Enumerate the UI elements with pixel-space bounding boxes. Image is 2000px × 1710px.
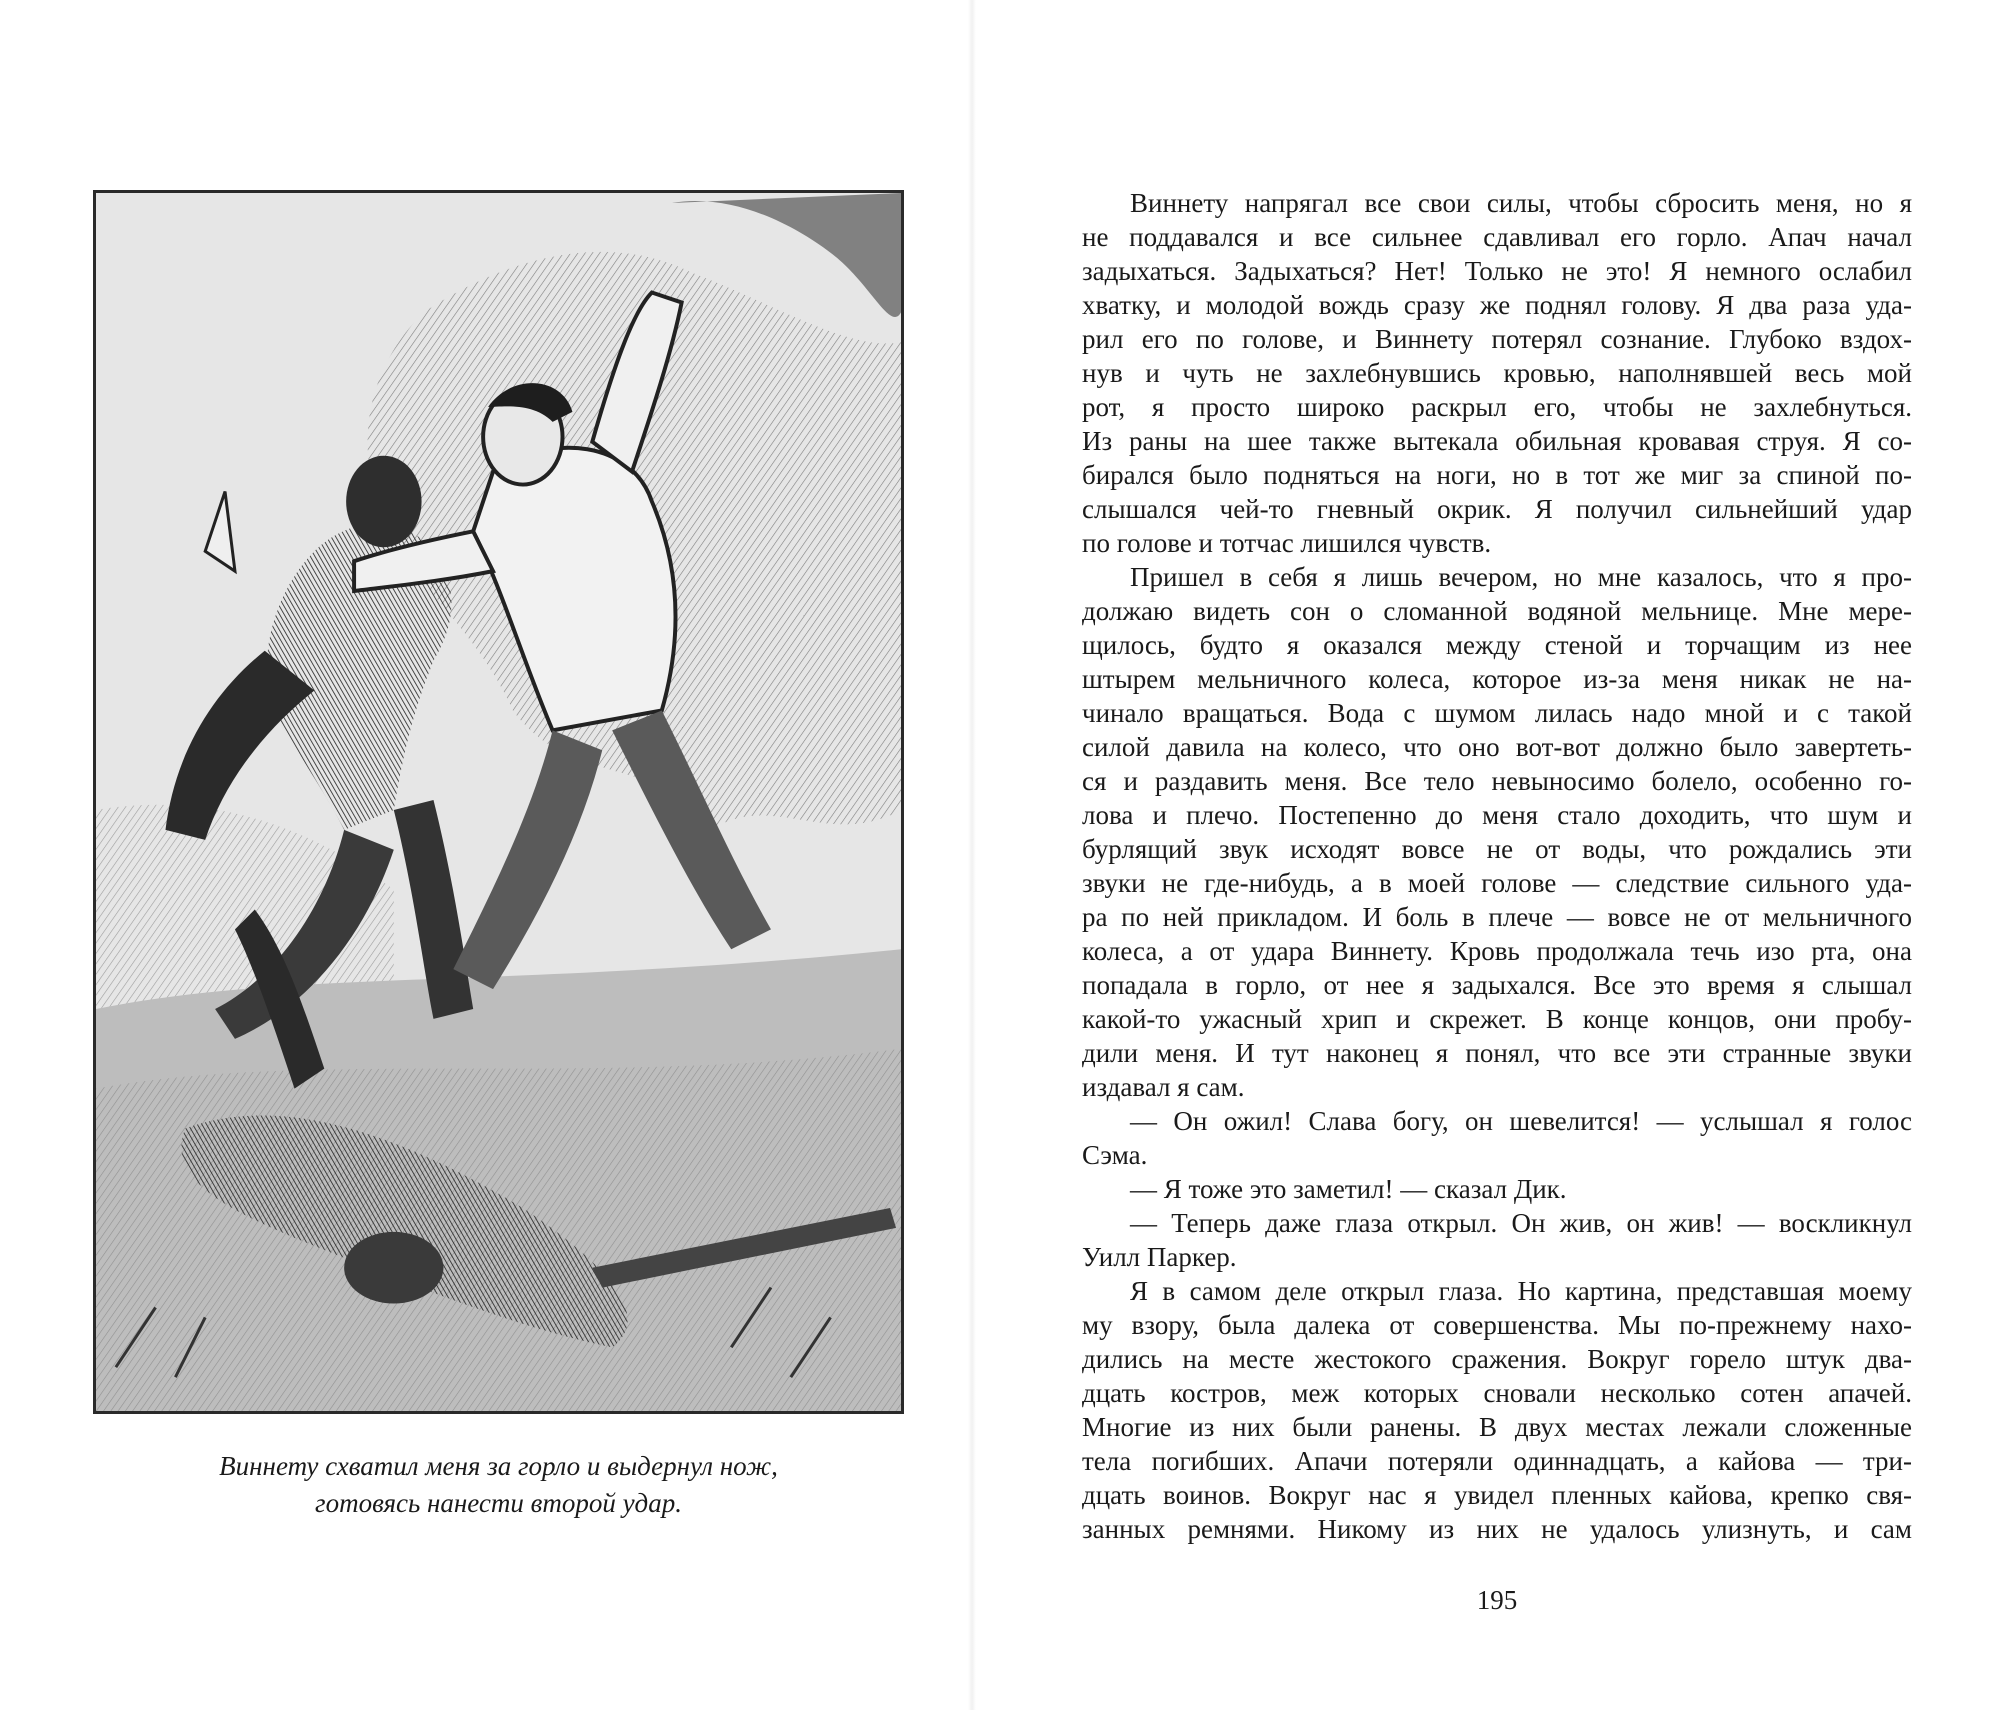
text-line: — Он ожил! Слава богу, он шевелится! — услышал я голос — [1130, 1106, 1912, 1136]
text-line: рот, я просто широко раскрыл его, чтобы не захлебнуться. — [1082, 392, 1912, 422]
text-line: задыхаться. Задыхаться? Нет! Только не это! Я немного ослабил — [1082, 256, 1912, 286]
text-line: не поддавался и все сильнее сдавливал его горло. Апач начал — [1082, 222, 1912, 252]
text-line: щилось, будто я оказался между стеной и торчащим из нее — [1082, 630, 1912, 660]
text-line: лова и плечо. Постепенно до меня стало доходить, что шум и — [1082, 800, 1912, 830]
text-line: звуки не где-нибудь, а в моей голове — следствие сильного уда- — [1082, 868, 1912, 898]
text-line: Виннету напрягал все свои силы, чтобы сбросить меня, но я — [1130, 188, 1912, 218]
text-line: — Я тоже это заметил! — сказал Дик. — [1130, 1174, 1567, 1204]
text-line: Уилл Паркер. — [1082, 1242, 1237, 1272]
text-line: дили меня. И тут наконец я понял, что все эти странные звуки — [1082, 1038, 1912, 1068]
text-line: му взору, была далека от совершенства. Мы по-прежнему нахо- — [1082, 1310, 1912, 1340]
text-line: бурлящий звук исходят вовсе не от воды, что рождались эти — [1082, 834, 1912, 864]
text-line: по голове и тотчас лишился чувств. — [1082, 528, 1492, 558]
text-line: Сэма. — [1082, 1140, 1148, 1170]
text-line: силой давила на колесо, что оно вот-вот должно было завертеть- — [1082, 732, 1912, 762]
text-line: нув и чуть не захлебнувшись кровью, наполнявшей весь мой — [1082, 358, 1912, 388]
text-line: дились на месте жестокого сражения. Вокруг горело штук два- — [1082, 1344, 1912, 1374]
text-line: дцать костров, меж которых сновали несколько сотен апачей. — [1082, 1378, 1912, 1408]
text-line: ра по ней прикладом. И боль в плече — вовсе не от мельничного — [1082, 902, 1912, 932]
text-line: дцать воинов. Вокруг нас я увидел пленных кайова, крепко свя- — [1082, 1480, 1912, 1510]
text-line: рил его по голове, и Виннету потерял сознание. Глубоко вздох- — [1082, 324, 1912, 354]
book-gutter — [968, 0, 976, 1710]
text-line: чинало вращаться. Вода с шумом лилась надо мной и с такой — [1082, 698, 1912, 728]
text-line: попадала в горло, от нее я задыхался. Все это время я слышал — [1082, 970, 1912, 1000]
illustration-plate — [93, 190, 904, 1414]
text-line: штырем мельничного колеса, которое из-за меня никак не на- — [1082, 664, 1912, 694]
text-line: Многие из них были ранены. В двух местах лежали сложенные — [1082, 1412, 1912, 1442]
text-line: бирался было подняться на ноги, но в тот же миг за спиной по- — [1082, 460, 1912, 490]
text-line: — Теперь даже глаза открыл. Он жив, он жив! — воскликнул — [1130, 1208, 1912, 1238]
text-line: колеса, а от удара Виннету. Кровь продолжала течь изо рта, она — [1082, 936, 1912, 966]
text-line: Из раны на шее также вытекала обильная кровавая струя. Я со- — [1082, 426, 1912, 456]
text-line: какой-то ужасный хрип и скрежет. В конце концов, они пробу- — [1082, 1004, 1912, 1034]
text-line: хватку, и молодой вождь сразу же поднял голову. Я два раза уда- — [1082, 290, 1912, 320]
body-text — [1082, 186, 1912, 1546]
fight-illustration — [96, 193, 901, 1411]
illustration-caption — [93, 1448, 904, 1522]
text-line: должаю видеть сон о сломанной водяной мельнице. Мне мере- — [1082, 596, 1912, 626]
text-line: Я в самом деле открыл глаза. Но картина, представшая моему — [1130, 1276, 1912, 1306]
text-line: тела погибших. Апачи потеряли одиннадцать, а кайова — три- — [1082, 1446, 1912, 1476]
text-line: ся и раздавить меня. Все тело невыносимо болело, особенно го- — [1082, 766, 1912, 796]
text-line: издавал я сам. — [1082, 1072, 1245, 1102]
text-line: занных ремнями. Никому из них не удалось улизнуть, и сам — [1082, 1514, 1912, 1544]
caption-line-1: Виннету схватил меня за горло и выдернул нож, — [219, 1451, 778, 1481]
page-number: 195 — [1476, 1585, 1518, 1615]
text-line: Пришел в себя я лишь вечером, но мне казалось, что я про- — [1130, 562, 1912, 592]
text-line: слышался чей-то гневный окрик. Я получил сильнейший удар — [1082, 494, 1912, 524]
caption-line-2: готовясь нанести второй удар. — [315, 1488, 682, 1518]
